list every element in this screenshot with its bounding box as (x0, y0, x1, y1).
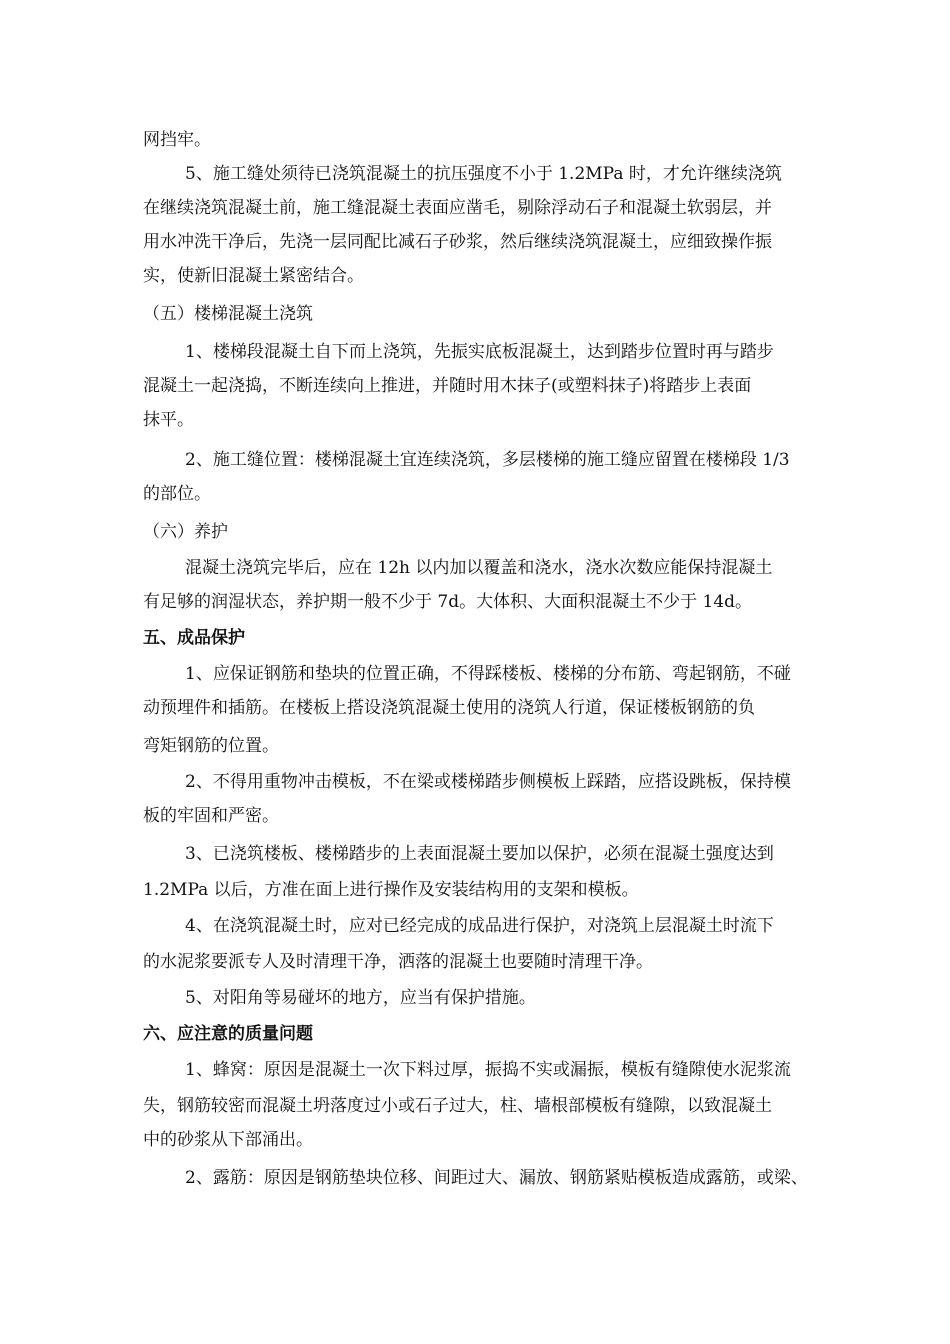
paragraph-line: 抹平。 (143, 410, 194, 430)
paragraph-line: 1、蜂窝：原因是混凝土一次下料过厚，振捣不实或漏振，模板有缝隙使水泥浆流 (185, 1060, 791, 1080)
paragraph-line: 1.2MPa 以后，方准在面上进行操作及安装结构用的支架和模板。 (143, 880, 639, 900)
paragraph-line: 4、在浇筑混凝土时，应对已经完成的成品进行保护，对浇筑上层混凝土时流下 (185, 916, 774, 936)
paragraph-line: 5、施工缝处须待已浇筑混凝土的抗压强度不小于 1.2MPa 时，才允许继续浇筑 (185, 164, 782, 184)
paragraph-line: 板的牢固和严密。 (143, 806, 279, 826)
chapter-heading: 六、应注意的质量问题 (143, 1024, 313, 1044)
paragraph-line: 在继续浇筑混凝土前，施工缝混凝土表面应凿毛，剔除浮动石子和混凝土软弱层，并 (143, 198, 772, 218)
paragraph-line: 的部位。 (143, 484, 211, 504)
paragraph-line: 失，钢筋较密而混凝土坍落度过小或石子过大，柱、墙根部模板有缝隙，以致混凝土 (143, 1096, 772, 1116)
paragraph-line: 实，使新旧混凝土紧密结合。 (143, 266, 364, 286)
chapter-heading: 五、成品保护 (143, 628, 245, 648)
paragraph-line: 混凝土一起浇捣，不断连续向上推进，并随时用木抹子(或塑料抹子)将踏步上表面 (143, 376, 752, 396)
paragraph-line: 1、应保证钢筋和垫块的位置正确，不得踩楼板、楼梯的分布筋、弯起钢筋，不碰 (185, 664, 791, 684)
paragraph-line: 弯矩钢筋的位置。 (143, 736, 279, 756)
paragraph-line: 5、对阳角等易碰坏的地方，应当有保护措施。 (185, 988, 536, 1008)
paragraph-line: 2、不得用重物冲击模板，不在梁或楼梯踏步侧模板上踩踏，应搭设跳板，保持模 (185, 772, 791, 792)
paragraph-line: 中的砂浆从下部涌出。 (143, 1130, 313, 1150)
section-heading: （六）养护 (143, 522, 228, 542)
paragraph-line: 用水冲洗干净后，先浇一层同配比减石子砂浆，然后继续浇筑混凝土，应细致操作振 (143, 232, 772, 252)
paragraph-line: 混凝土浇筑完毕后，应在 12h 以内加以覆盖和浇水，浇水次数应能保持混凝土 (185, 558, 773, 578)
paragraph-line: 3、已浇筑楼板、楼梯踏步的上表面混凝土要加以保护，必须在混凝土强度达到 (185, 844, 774, 864)
paragraph-line: 2、露筋：原因是钢筋垫块位移、间距过大、漏放、钢筋紧贴模板造成露筋，或梁、 (185, 1168, 808, 1188)
paragraph-line: 有足够的润湿状态，养护期一般不少于 7d。大体积、大面积混凝土不少于 14d。 (143, 592, 753, 612)
paragraph-line: 2、施工缝位置：楼梯混凝土宜连续浇筑，多层楼梯的施工缝应留置在楼梯段 1/3 (185, 450, 790, 470)
paragraph-line: 网挡牢。 (143, 130, 211, 150)
section-heading: （五）楼梯混凝土浇筑 (143, 304, 313, 324)
paragraph-line: 1、楼梯段混凝土自下而上浇筑，先振实底板混凝土，达到踏步位置时再与踏步 (185, 342, 774, 362)
paragraph-line: 动预埋件和插筋。在楼板上搭设浇筑混凝土使用的浇筑人行道，保证楼板钢筋的负 (143, 698, 755, 718)
paragraph-line: 的水泥浆要派专人及时清理干净，洒落的混凝土也要随时清理干净。 (143, 952, 653, 972)
